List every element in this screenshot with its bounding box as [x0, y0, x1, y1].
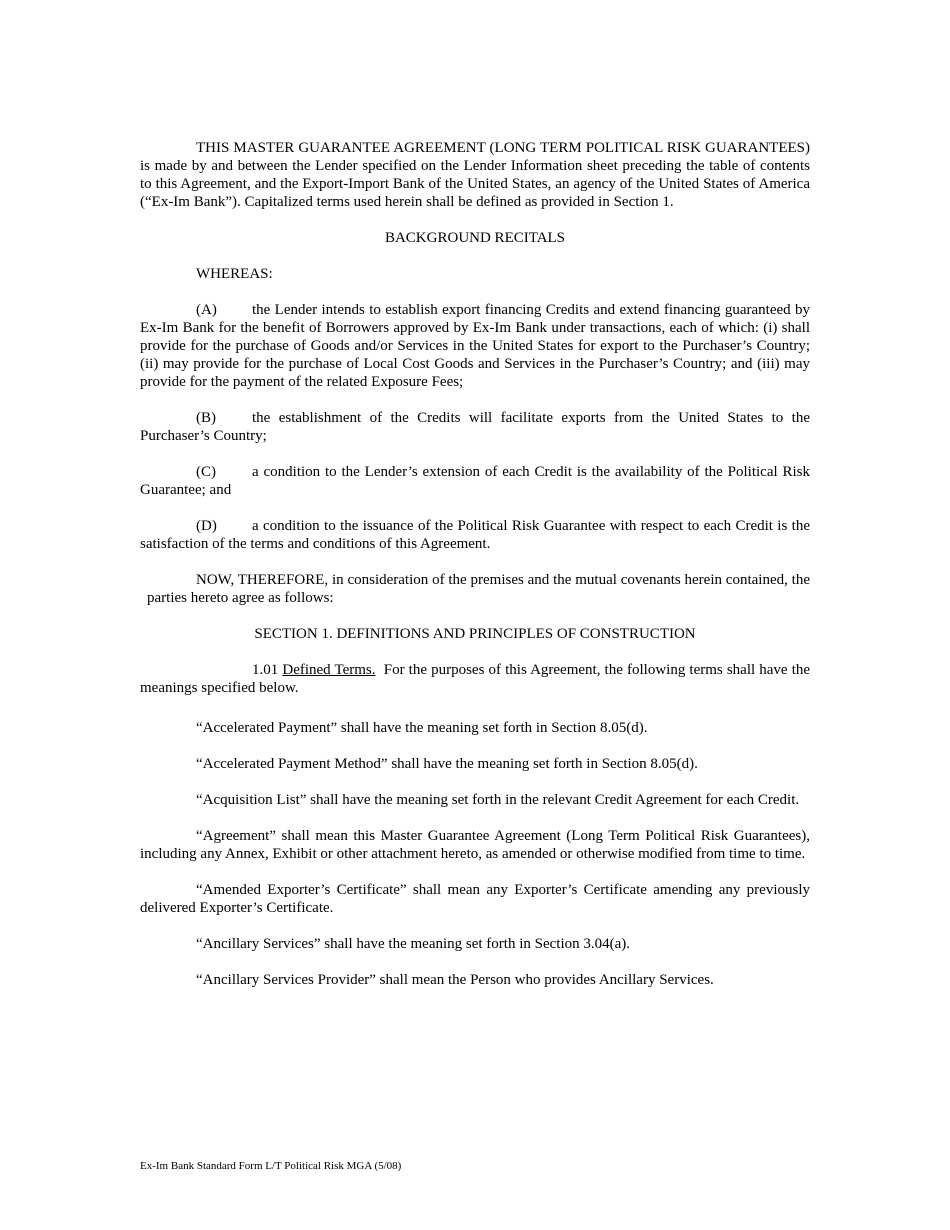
recital-a-label: (A)	[196, 302, 217, 318]
definition-ancillary-services-provider: “Ancillary Services Provider” shall mean the Person who provides Ancillary Services.	[196, 972, 714, 988]
recital-b-text: the establishment of the Credits will facilitate exports from the United States to the Purchaser’s Country;	[140, 410, 810, 444]
intro-paragraph: THIS MASTER GUARANTEE AGREEMENT (LONG TERM POLITICAL RISK GUARANTEES) is made by and between the Lender specified on the Lender Information sheet preceding the table of contents to this Agreement, and the Export-Import Bank of the United States, an agency of the United States of America (“Ex-Im Bank”). Capitalized terms used herein shall be defined as provided in Section 1.	[140, 140, 810, 210]
definition-ancillary-services: “Ancillary Services” shall have the meaning set forth in Section 3.04(a).	[196, 936, 631, 952]
recital-c-label: (C)	[196, 464, 216, 480]
whereas-label: WHEREAS:	[196, 266, 273, 282]
page-footer: Ex-Im Bank Standard Form L/T Political Risk MGA (5/08)	[140, 1160, 402, 1172]
recital-b	[140, 409, 810, 445]
recital-c-text: a condition to the Lender’s extension of each Credit is the availability of the Political Risk Guarantee; and	[140, 464, 810, 498]
section-1-heading: SECTION 1. DEFINITIONS AND PRINCIPLES OF CONSTRUCTION	[254, 626, 696, 642]
defined-terms-text: For the purposes of this Agreement, the following terms shall have the meanings specified below.	[140, 662, 811, 696]
recital-b-label: (B)	[196, 410, 216, 426]
definition-accelerated-payment-method: “Accelerated Payment Method” shall have the meaning set forth in Section 8.05(d).	[196, 756, 698, 772]
recital-d	[140, 517, 810, 553]
recital-c	[140, 463, 810, 499]
document-page	[140, 139, 810, 989]
definition-agreement: “Agreement” shall mean this Master Guarantee Agreement (Long Term Political Risk Guarantees), including any Annex, Exhibit or other attachment hereto, as amended or otherwise modified from time to time.	[140, 828, 810, 862]
defined-terms-paragraph	[140, 661, 810, 697]
now-therefore-paragraph: NOW, THEREFORE, in consideration of the premises and the mutual covenants herein contained, the parties hereto agree as follows:	[147, 572, 810, 606]
definition-acquisition-list: “Acquisition List” shall have the meaning set forth in the relevant Credit Agreement for each Credit.	[196, 792, 800, 808]
recitals-heading: BACKGROUND RECITALS	[384, 230, 566, 246]
definition-amended-exporters-certificate: “Amended Exporter’s Certificate” shall mean any Exporter’s Certificate amending any previously delivered Exporter’s Certificate.	[140, 882, 810, 916]
recital-d-text: a condition to the issuance of the Political Risk Guarantee with respect to each Credit is the satisfaction of the terms and conditions of this Agreement.	[140, 518, 810, 552]
defined-terms-title: Defined Terms.	[282, 662, 376, 678]
recital-a-text: the Lender intends to establish export financing Credits and extend financing guaranteed by Ex-Im Bank for the benefit of Borrowers approved by Ex-Im Bank under transactions, each of which: (i) shall provide for the purchase of Goods and/or Services in the United States for export to the Purchaser’s Country; (ii) may provide for the purchase of Local Cost Goods and Services in the Purchaser’s Country; and (iii) may provide for the payment of the related Exposure Fees;	[140, 302, 810, 390]
definition-accelerated-payment: “Accelerated Payment” shall have the meaning set forth in Section 8.05(d).	[196, 720, 648, 736]
defined-terms-number: 1.01	[252, 662, 279, 678]
recital-a	[140, 301, 810, 391]
recital-d-label: (D)	[196, 518, 217, 534]
